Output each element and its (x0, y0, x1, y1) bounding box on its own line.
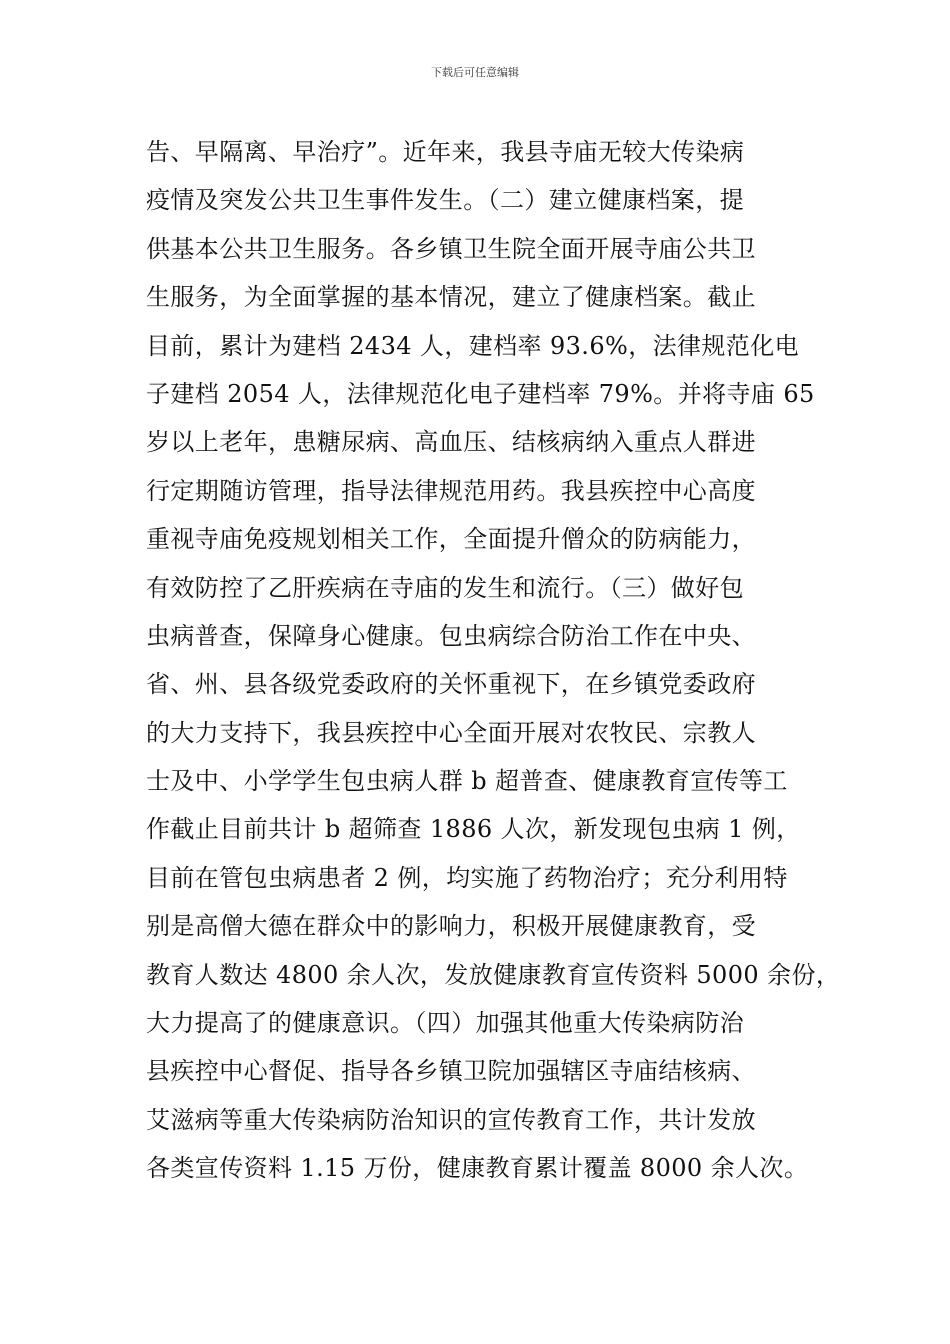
text-line-16: 目前在管包虫病患者 2 例，均实施了药物治疗；充分利用特 (146, 863, 788, 892)
text-line-2: 疫情及突发公共卫生事件发生。（二）建立健康档案，提 (146, 186, 744, 215)
text-line-9: 重视寺庙免疫规划相关工作，全面提升僧众的防病能力， (146, 525, 756, 554)
text-line-6: 子建档 2054 人，法律规范化电子建档率 79%。并将寺庙 65 (146, 379, 815, 408)
text-line-7: 岁以上老年，患糖尿病、高血压、结核病纳入重点人群进 (146, 428, 756, 457)
text-line-20: 县疾控中心督促、指导各乡镇卫院加强辖区寺庙结核病、 (146, 1057, 756, 1086)
text-line-17: 别是高僧大德在群众中的影响力，积极开展健康教育，受 (146, 912, 756, 941)
body-text (146, 128, 841, 1193)
text-line-10: 有效防控了乙肝疾病在寺庙的发生和流行。（三）做好包 (146, 573, 744, 602)
text-line-21: 艾滋病等重大传染病防治知识的宣传教育工作，共计发放 (146, 1105, 756, 1134)
text-line-13: 的大力支持下，我县疾控中心全面开展对农牧民、宗教人 (146, 718, 756, 747)
text-line-11: 虫病普查，保障身心健康。包虫病综合防治工作在中央、 (146, 621, 756, 650)
page-header: 下载后可任意编辑 (431, 66, 519, 79)
text-line-4: 生服务，为全面掌握的基本情况，建立了健康档案。截止 (146, 283, 756, 312)
text-line-5: 目前，累计为建档 2434 人，建档率 93.6%，法律规范化电 (146, 331, 800, 360)
text-line-1: 告、早隔离、早治疗”。近年来，我县寺庙无较大传染病 (146, 138, 745, 166)
text-line-19: 大力提高了的健康意识。（四）加强其他重大传染病防治 (146, 1009, 744, 1038)
text-line-8: 行定期随访管理，指导法律规范用药。我县疾控中心高度 (146, 476, 756, 505)
text-line-12: 省、州、县各级党委政府的关怀重视下，在乡镇党委政府 (146, 670, 756, 699)
text-line-15: 作截止目前共计 b 超筛查 1886 人次，新发现包虫病 1 例， (146, 815, 801, 844)
text-line-14: 士及中、小学学生包虫病人群 b 超普查、健康教育宣传等工 (146, 767, 788, 796)
text-line-3: 供基本公共卫生服务。各乡镇卫生院全面开展寺庙公共卫 (146, 234, 756, 263)
text-line-22: 各类宣传资料 1.15 万份，健康教育累计覆盖 8000 余人次。 (146, 1154, 809, 1183)
text-line-18: 教育人数达 4800 余人次，发放健康教育宣传资料 5000 余份， (146, 960, 841, 989)
